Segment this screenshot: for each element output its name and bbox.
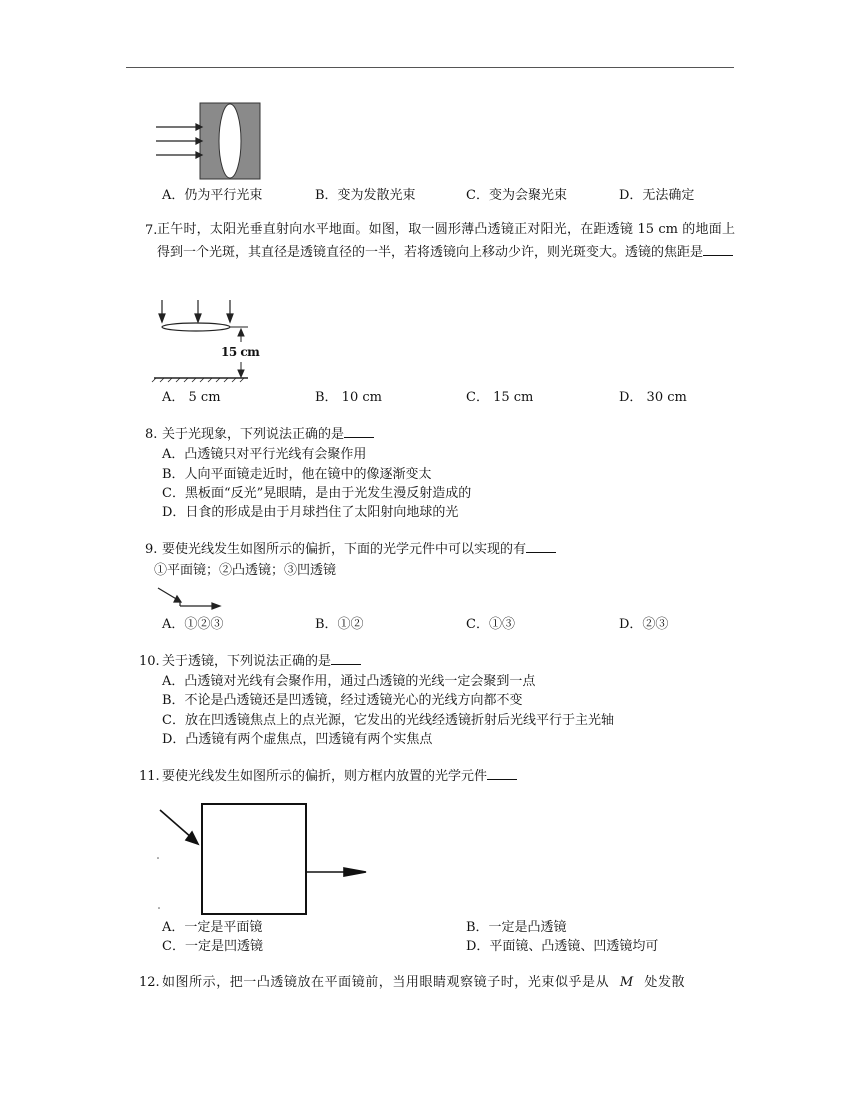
q11-option-b[interactable]: B．一定是凸透镜 <box>466 920 567 935</box>
q9-option-c[interactable]: C．①③ <box>466 617 515 632</box>
q7-question <box>157 219 735 264</box>
q7-number: 7. <box>145 223 158 238</box>
q6-option-a[interactable]: A．仍为平行光束 <box>162 188 263 203</box>
q12-point-symbol: M <box>619 975 634 990</box>
q11-box-figure <box>152 800 382 920</box>
q7-answer-blank <box>703 243 733 256</box>
q7-option-a[interactable]: A． 5 cm <box>162 390 221 405</box>
q6-lens-figure <box>150 103 270 183</box>
q8-number: 8. <box>145 427 158 442</box>
q9-option-d[interactable]: D．②③ <box>619 617 669 632</box>
q7-option-c[interactable]: C． 15 cm <box>466 390 534 405</box>
q10-question-text: 关于透镜，下列说法正确的是 <box>162 654 332 669</box>
q10-option-c[interactable]: C．放在凹透镜焦点上的点光源，它发出的光线经透镜折射后光线平行于主光轴 <box>162 713 614 728</box>
q9-question-text: 要使光线发生如图所示的偏折，下面的光学元件中可以实现的有 <box>162 542 527 557</box>
q8-question <box>162 425 374 444</box>
header-rule <box>126 67 734 68</box>
q10-option-a[interactable]: A．凸透镜对光线有会聚作用，通过凸透镜的光线一定会聚到一点 <box>162 674 536 689</box>
q11-option-c[interactable]: C．一定是凹透镜 <box>162 939 263 954</box>
q12-question <box>162 973 685 992</box>
q6-option-c[interactable]: C．变为会聚光束 <box>466 188 567 203</box>
q9-number: 9. <box>145 542 158 557</box>
q8-option-d[interactable]: D．日食的形成是由于月球挡住了太阳射向地球的光 <box>162 505 459 520</box>
q11-option-d[interactable]: D．平面镜、凸透镜、凹透镜均可 <box>466 939 659 954</box>
q12-number: 12. <box>139 975 160 990</box>
q8-question-text: 关于光现象，下列说法正确的是 <box>162 427 345 442</box>
q10-option-b[interactable]: B．不论是凸透镜还是凹透镜，经过透镜光心的光线方向都不变 <box>162 693 523 708</box>
q7-question-text: 正午时，太阳光垂直射向水平地面。如图，取一圆形薄凸透镜正对阳光，在距透镜 15 cm 的地面上得到一个光斑，其直径是透镜直径的一半，若将透镜向上移动少许，则光斑变大。透镜的焦距是 <box>157 222 735 260</box>
q6-option-d[interactable]: D．无法确定 <box>619 188 695 203</box>
q9-option-b[interactable]: B．①② <box>315 617 364 632</box>
q11-question <box>162 767 517 786</box>
q10-answer-blank <box>331 652 361 665</box>
q9-option-a[interactable]: A．①②③ <box>162 617 224 632</box>
q8-option-a[interactable]: A．凸透镜只对平行光线有会聚作用 <box>162 447 367 462</box>
q12-question-text: 如图所示，把一凸透镜放在平面镜前，当用眼睛观察镜子时，光束似乎是从 <box>162 975 610 990</box>
q11-number: 11. <box>139 769 160 784</box>
q8-option-c[interactable]: C．黑板面“反光”晃眼睛，是由于光发生漫反射造成的 <box>162 486 472 501</box>
q7-option-d[interactable]: D． 30 cm <box>619 390 687 405</box>
q9-question <box>162 540 556 559</box>
q9-deflection-figure <box>154 586 234 612</box>
q6-option-b[interactable]: B．变为发散光束 <box>315 188 416 203</box>
q10-option-d[interactable]: D．凸透镜有两个虚焦点，凹透镜有两个实焦点 <box>162 732 433 747</box>
q7-figure-label: 15 cm <box>221 345 260 359</box>
q9-subtext: ①平面镜；②凸透镜；③凹透镜 <box>154 563 337 578</box>
q11-answer-blank <box>487 767 517 780</box>
q10-question <box>162 652 361 671</box>
q11-option-a[interactable]: A．一定是平面镜 <box>162 920 263 935</box>
q9-answer-blank <box>526 540 556 553</box>
q11-question-text: 要使光线发生如图所示的偏折，则方框内放置的光学元件 <box>162 769 488 784</box>
q7-option-b[interactable]: B． 10 cm <box>315 390 382 405</box>
q12-question-text-end: 处发散 <box>644 975 686 990</box>
q7-lens-figure <box>150 298 260 382</box>
q10-number: 10. <box>139 654 160 669</box>
q8-answer-blank <box>344 425 374 438</box>
q8-option-b[interactable]: B．人向平面镜走近时，他在镜中的像逐渐变太 <box>162 467 432 482</box>
